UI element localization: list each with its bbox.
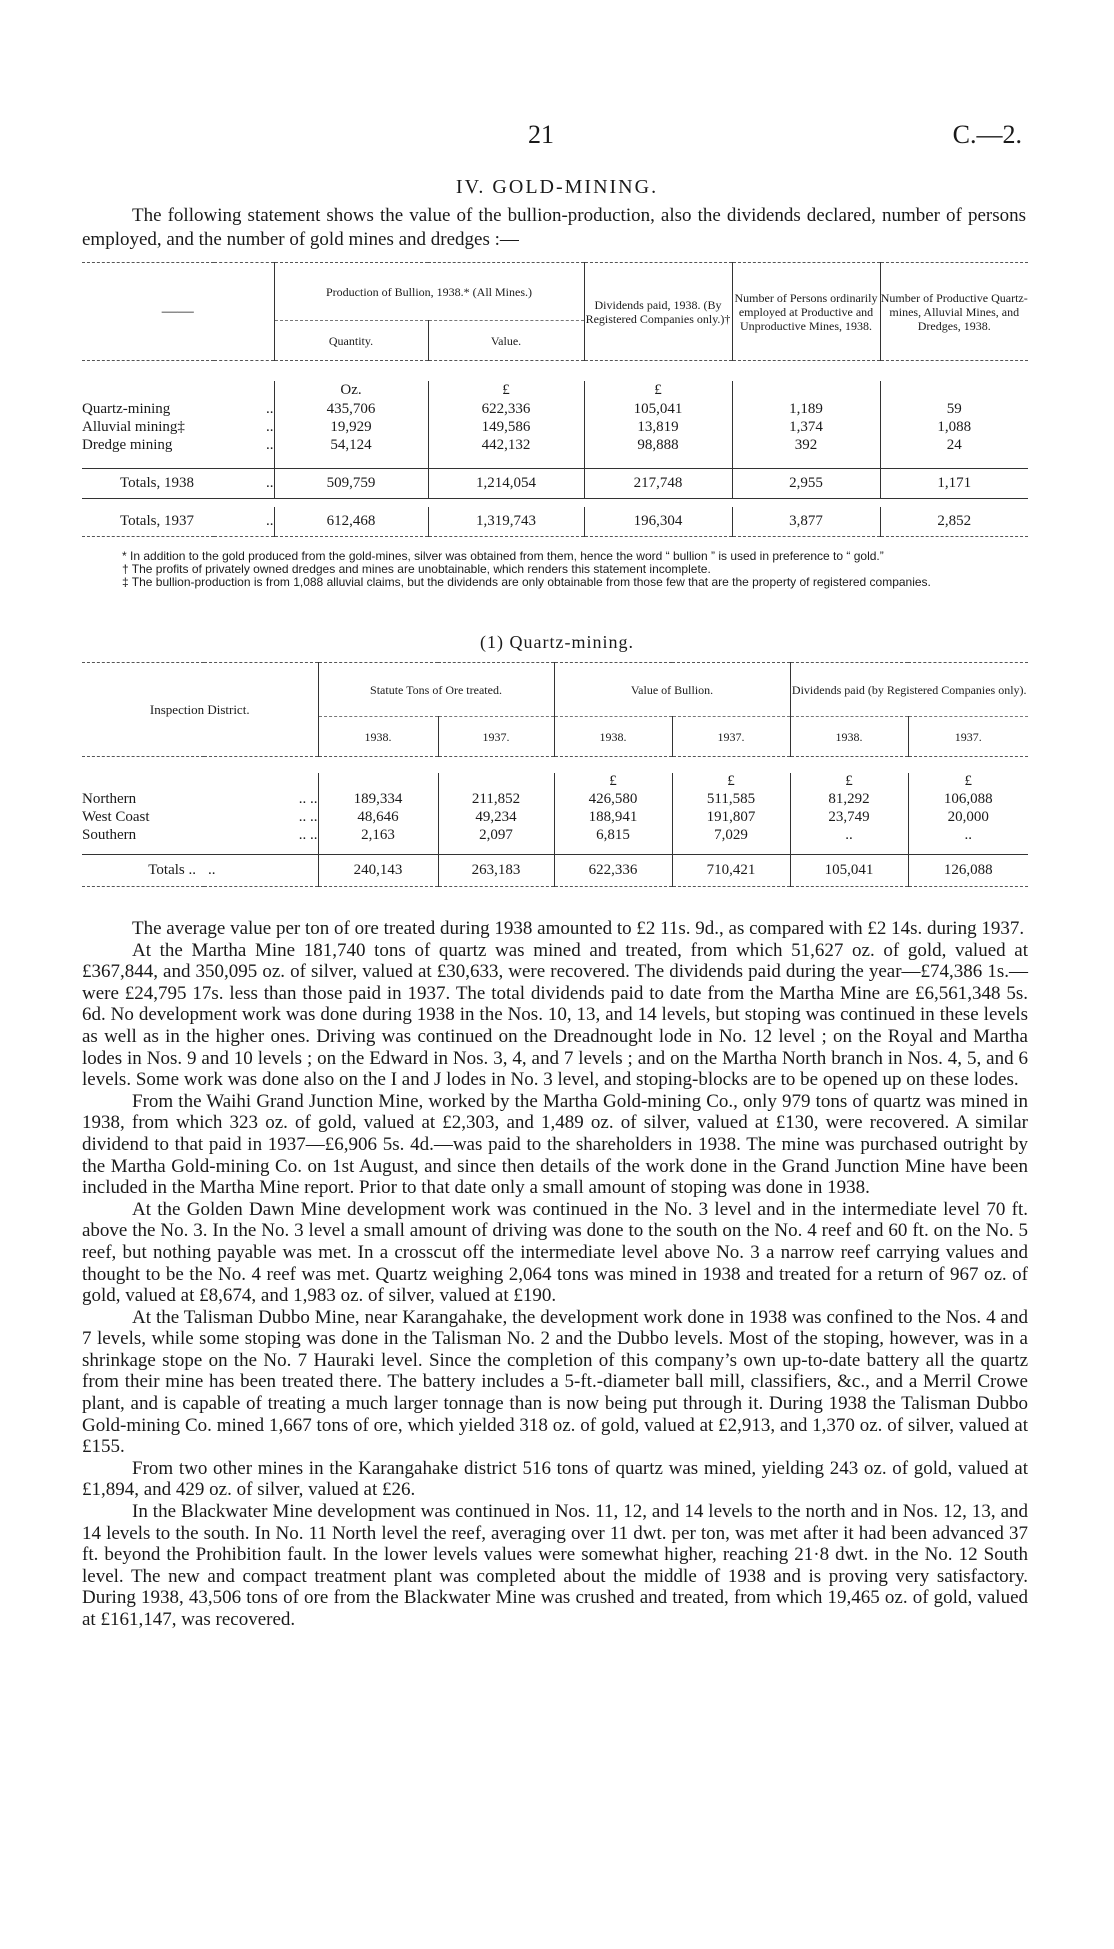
footnote: ‡ The bullion-production is from 1,088 alluvial claims, but the dividends are only obtainable from those few that are the property of registered companies. bbox=[122, 575, 931, 589]
unit-quantity: Oz. bbox=[274, 381, 428, 401]
paragraph: At the Golden Dawn Mine development work was continued in the No. 3 level and in the intermediate level 70 ft. above the No. 3. In the No. 3 level a small amount of driving was done to the south on the No. 4 reef and 60 ft. on the No. 5 reef, but nothing payable was met. In a crosscut off the intermediate level above No. 3 a narrow reef carrying values and thought to be the No. 4 reef was met. Quartz weighing 2,064 tons was mined in 1938 and treated for a return of 967 oz. of gold, valued at £8,674, and 1,983 oz. of silver, valued at £190. bbox=[82, 1198, 1028, 1307]
year-header: 1937. bbox=[672, 717, 790, 757]
table-row: West Coast .. .. 48,646 49,234 188,941 191,807 23,749 20,000 bbox=[82, 809, 1028, 827]
totals-1938-row: Totals, 1938 .. 509,759 1,214,054 217,748 2,955 1,171 bbox=[82, 469, 1028, 499]
paragraph: In the Blackwater Mine development was continued in Nos. 11, 12, and 14 levels to the north and in Nos. 12, 13, and 14 levels to the south. In No. 11 North level the reef, averaging over 11 dwt. per ton, was met after it had been advanced 37 ft. beyond the Prohibition fault. In the lower levels values were somewhat higher, reaching 21·8 dwt. in the No. 12 South level. The new and compact treatment plant was completed about the middle of 1938 and is proving very satisfactory. During 1938, 43,506 tons of ore from the Blackwater Mine was crushed and treated, from which 19,465 oz. of gold, valued at £161,147, was recovered. bbox=[82, 1501, 1028, 1630]
header-dividends: Dividends paid (by Registered Companies only). bbox=[790, 663, 1028, 717]
document-reference: C.—2. bbox=[952, 120, 1022, 149]
subsection-title: (1) Quartz-mining. bbox=[480, 632, 634, 652]
gold-summary-table bbox=[82, 262, 1028, 537]
table-row: Quartz-mining .. 435,706 622,336 105,041 1,189 59 bbox=[82, 401, 1028, 419]
header-production: Production of Bullion, 1938.* (All Mines.) bbox=[274, 263, 584, 321]
body-text bbox=[82, 918, 1028, 1631]
paragraph: The average value per ton of ore treated during 1938 amounted to £2 11s. 9d., as compared with £2 14s. during 1937. bbox=[132, 918, 1025, 939]
paragraph: At the Talisman Dubbo Mine, near Karangahake, the development work done in 1938 was confined to the Nos. 4 and 7 levels, while some stoping was done in the Talisman No. 2 and the Dubbo levels. Most of the stoping, however, was in a shrinkage stope on the No. 7 Hauraki level. Since the completion of this company’s own up-to-date battery all the quartz from their mine has been treated there. The battery includes a 5-ft.-diameter ball mill, classifiers, &c., and a Merril Crowe plant, and is capable of treating a much larger tonnage than is now being put through it. During 1938 the Talisman Dubbo Gold-mining Co. mined 1,667 tons of ore, which yielded 318 oz. of gold, valued at £2,913, and 1,370 oz. of silver, valued at £155. bbox=[82, 1306, 1028, 1458]
quartz-mining-table bbox=[82, 662, 1028, 887]
intro-paragraph: The following statement shows the value of the bullion-production, also the dividends declared, number of persons employed, and the number of gold mines and dredges :— bbox=[82, 205, 1026, 250]
year-header: 1938. bbox=[554, 717, 672, 757]
unit-pound: £ bbox=[908, 773, 1028, 791]
year-header: 1938. bbox=[318, 717, 438, 757]
header-persons: Number of Persons ordinarily employed at Productive and Unproductive Mines, 1938. bbox=[732, 263, 880, 361]
paragraph: From the Waihi Grand Junction Mine, worked by the Martha Gold-mining Co., only 979 tons of quartz was mined in 1938, from which 323 oz. of gold, valued at £2,303, and 1,489 oz. of silver, valued at £130, were recovered. A similar dividend to that paid in 1937—£6,906 5s. 4d.—was paid to the shareholders in 1938. The mine was purchased outright by the Martha Gold-mining Co. on 1st August, and since then details of the work done in the Grand Junction Mine have been included in the Martha Mine report. Prior to that date only a small amount of stoping was done in 1938. bbox=[82, 1090, 1028, 1199]
unit-pound: £ bbox=[554, 773, 672, 791]
footnote: † The profits of privately owned dredges and mines are unobtainable, which renders this statement incomplete. bbox=[122, 562, 711, 576]
page-number: 21 bbox=[528, 120, 554, 149]
unit-dividends: £ bbox=[584, 381, 732, 401]
table-row: Alluvial mining‡ .. 19,929 149,586 13,819 1,374 1,088 bbox=[82, 419, 1028, 437]
header-dividends: Dividends paid, 1938. (By Registered Companies only.)† bbox=[584, 263, 732, 361]
unit-value: £ bbox=[428, 381, 584, 401]
table-row: Northern .. .. 189,334 211,852 426,580 511,585 81,292 106,088 bbox=[82, 791, 1028, 809]
header-quantity: Quantity. bbox=[274, 321, 428, 361]
blank-header: —— bbox=[82, 263, 274, 361]
footnotes bbox=[82, 550, 1028, 589]
section-title: IV. GOLD-MINING. bbox=[455, 176, 659, 198]
year-header: 1937. bbox=[438, 717, 554, 757]
totals-row: Totals .. .. 240,143 263,183 622,336 710,421 105,041 126,088 bbox=[82, 855, 1028, 887]
header-district: Inspection District. bbox=[82, 663, 318, 757]
year-header: 1937. bbox=[908, 717, 1028, 757]
totals-1937-row: Totals, 1937 .. 612,468 1,319,743 196,304 3,877 2,852 bbox=[82, 507, 1028, 537]
unit-pound: £ bbox=[672, 773, 790, 791]
header-tons: Statute Tons of Ore treated. bbox=[318, 663, 554, 717]
table-row: Dredge mining .. 54,124 442,132 98,888 392 24 bbox=[82, 437, 1028, 455]
paragraph: From two other mines in the Karangahake district 516 tons of quartz was mined, yielding 243 oz. of gold, valued at £1,894, and 429 oz. of silver, valued at £26. bbox=[82, 1457, 1028, 1501]
header-value: Value. bbox=[428, 321, 584, 361]
unit-pound: £ bbox=[790, 773, 908, 791]
header-mines: Number of Productive Quartz-mines, Alluvial Mines, and Dredges, 1938. bbox=[880, 263, 1028, 361]
page-header bbox=[0, 120, 1114, 154]
year-header: 1938. bbox=[790, 717, 908, 757]
paragraph: At the Martha Mine 181,740 tons of quartz was mined and treated, from which 51,627 oz. of gold, valued at £367,844, and 350,095 oz. of silver, valued at £30,633, were recovered. The dividends paid during the year—£74,386 1s.—were £24,795 17s. less than those paid in 1937. The total dividends paid to date from the Martha Mine are £6,561,348 5s. 6d. No development work was done during 1938 in the Nos. 10, 13, and 14 levels, but stoping was continued in these levels as well as in the higher ones. Driving was continued on the Dreadnought lode in No. 12 level ; on the Royal and Martha lodes in Nos. 9 and 10 levels ; on the Edward in Nos. 3, 4, and 7 levels ; and on the Martha North branch in Nos. 4, 5, and 6 levels. Some work was done also on the I and J lodes in No. 3 level, and stoping-blocks are to be opened up on these lodes. bbox=[82, 939, 1028, 1091]
footnote: * In addition to the gold produced from the gold-mines, silver was obtained from them, hence the word “ bullion ” is used in preference to “ gold.” bbox=[122, 549, 884, 563]
header-bullion: Value of Bullion. bbox=[554, 663, 790, 717]
table-row: Southern .. .. 2,163 2,097 6,815 7,029 .. .. bbox=[82, 827, 1028, 845]
